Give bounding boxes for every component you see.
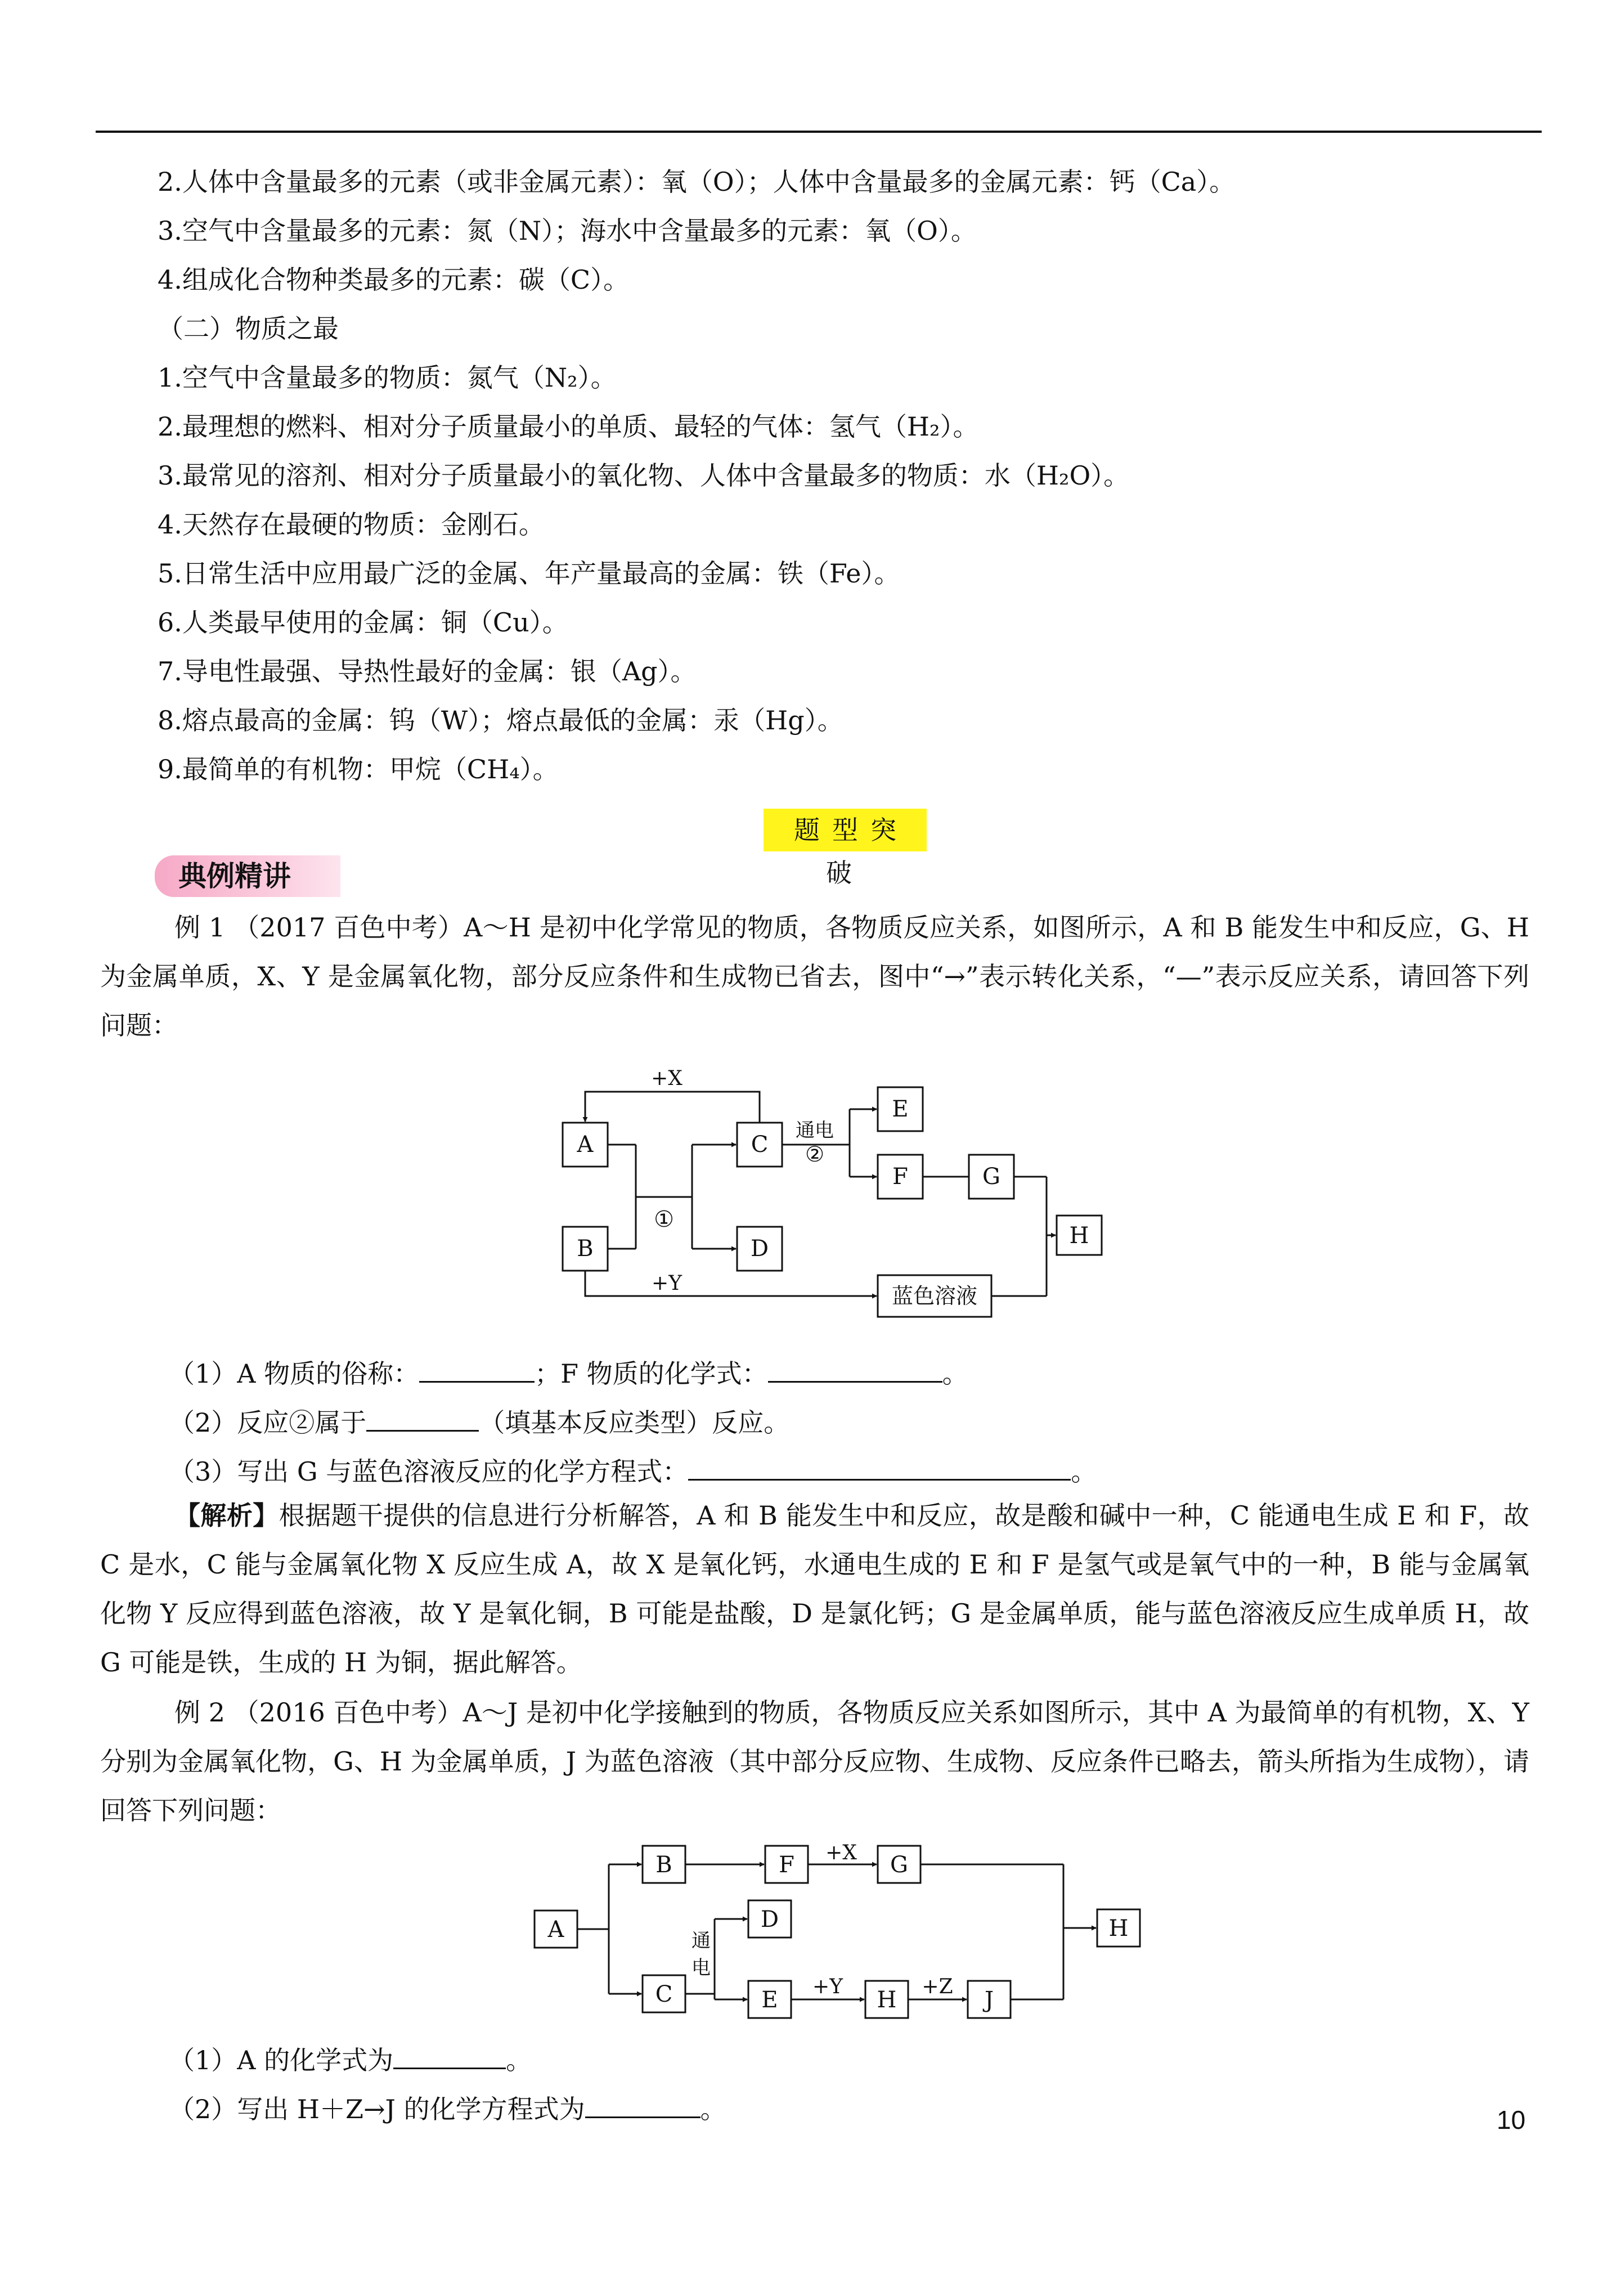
answer-blank[interactable] [768,1356,942,1383]
answer-blank[interactable] [393,2043,506,2069]
node-j-label: J [984,1987,994,2013]
header-rule [96,131,1542,133]
node-b-label: B [655,1852,672,1878]
label-plus-x: +X [825,1841,857,1864]
node-h-label: H [1069,1223,1089,1249]
node-d-label: D [760,1907,779,1932]
node-e-label: E [892,1096,909,1122]
example-1-analysis: 【解析】根据题干提供的信息进行分析解答，A 和 B 能发生中和反应，故是酸和碱中一种，C 能通电生成 E 和 F，故 C 是水，C 能与金属氧化物 X 反应生成 A，故 X 是氧化钙，水通电生成的 E 和 F 是氢气或是氧气中的一种，B 能与金属氧化物 Y 反应得到蓝色溶液，故 Y 是氧化铜，B 可能是盐酸，D 是氯化钙；G 是金属单质，能与蓝色溶液反应生成单质 H，故 G 可能是铁，生成的 H 为铜，据此解答。 [100,1500,1529,1678]
node-f-label: F [779,1852,794,1878]
page-number: 10 [1497,2105,1526,2134]
answer-blank[interactable] [585,2092,701,2118]
text-line: 2.最理想的燃料、相对分子质量最小的单质、最轻的气体：氢气（H₂）。 [158,411,979,442]
text-line: 6.人类最早使用的金属：铜（Cu）。 [158,607,568,638]
node-a-label: A [547,1917,564,1943]
example-2-stem: 例 2 （2016 百色中考）A～J 是初中化学接触到的物质，各物质反应关系如图所示，其中 A 为最简单的有机物，X、Y 分别为金属氧化物，G、H 为金属单质，J 为蓝色溶液（其中部分反应物、生成物、反应条件已略去，箭头所指为生成物），请回答下列问题： [100,1697,1529,1826]
text-line: 3.最常见的溶剂、相对分子质量最小的氧化物、人体中含量最多的物质：水（H₂O）。 [158,460,1130,491]
node-h-right-label: H [1108,1916,1129,1941]
node-g-label: G [982,1164,1000,1190]
text-line: 7.导电性最强、导热性最好的金属：银（Ag）。 [158,656,697,687]
example-2-diagram [523,1835,1176,2037]
label-electrolysis-1: 通 [691,1930,711,1952]
node-blue-solution-label: 蓝色溶液 [891,1284,978,1308]
node-c-label: C [751,1132,769,1158]
text-line: 1.空气中含量最多的物质：氮气（N₂）。 [158,362,617,393]
label-plus-z: +Z [922,1975,953,1998]
node-c-label: C [655,1981,673,2007]
node-g-label: G [890,1852,908,1878]
label-electrolysis: 通电 [796,1119,834,1142]
example-1-stem: 例 1 （2017 百色中考）A～H 是初中化学常见的物质，各物质反应关系，如图所示，A 和 B 能发生中和反应，G、H 为金属单质，X、Y 是金属氧化物，部分反应条件和生成物已省去，图中“→”表示转化关系，“—”表示反应关系，请回答下列问题： [100,912,1529,1041]
label-plus-y: +Y [652,1272,682,1295]
text-line: 5.日常生活中应用最广泛的金属、年产量最高的金属：铁（Fe）。 [158,558,900,589]
section-banner: 题型突破 [764,809,927,851]
answer-blank[interactable] [419,1356,535,1383]
example-2-question-1: （1）A 的化学式为 。 [169,2043,532,2077]
node-f-label: F [892,1164,908,1190]
example-2-question-2: （2）写出 H＋Z→J 的化学方程式为 。 [169,2092,726,2126]
label-reaction-1: ① [654,1207,674,1232]
section-tag: 典例精讲 [155,855,340,897]
example-1-question-1: （1）A 物质的俗称： ；F 物质的化学式： 。 [169,1356,968,1391]
label-plus-y: +Y [812,1975,843,1998]
node-b-label: B [577,1236,594,1262]
node-e-label: E [761,1987,778,2013]
label-electrolysis-2: 电 [691,1957,711,1979]
label-plus-x: +X [651,1067,682,1090]
example-1-question-3: （3）写出 G 与蓝色溶液反应的化学方程式： 。 [169,1454,1097,1488]
text-line: 8.熔点最高的金属：钨（W）；熔点最低的金属：汞（Hg）。 [158,705,843,736]
example-1-question-2: （2）反应②属于 （填基本反应类型）反应。 [169,1405,789,1440]
answer-blank[interactable] [688,1454,1071,1481]
section-subheading: （二）物质之最 [158,313,339,344]
text-line: 4.组成化合物种类最多的元素：碳（C）。 [158,264,630,295]
text-line: 4.天然存在最硬的物质：金刚石。 [158,509,545,540]
node-d-label: D [750,1236,769,1262]
text-line: 3.空气中含量最多的元素：氮（N）；海水中含量最多的元素：氧（O）。 [158,216,977,246]
answer-blank[interactable] [366,1405,479,1432]
text-line: 9.最简单的有机物：甲烷（CH₄）。 [158,754,559,784]
node-a-label: A [577,1132,594,1158]
label-reaction-2: ② [805,1142,825,1167]
example-1-diagram [540,1058,1103,1328]
text-line: 2.人体中含量最多的元素（或非金属元素）：氧（O）；人体中含量最多的金属元素：钙（Ca）。 [158,167,1236,197]
node-h-middle-label: H [877,1987,897,2013]
